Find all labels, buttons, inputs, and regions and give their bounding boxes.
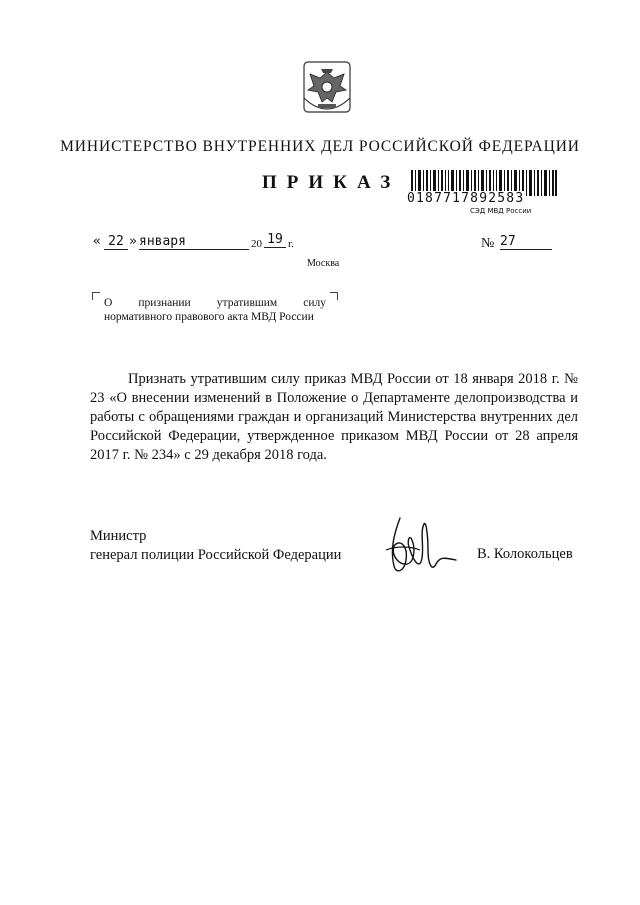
date-close-quote: » — [129, 234, 137, 249]
order-year-unit: г. — [288, 238, 295, 250]
document-type-title: ПРИКАЗ — [262, 172, 401, 193]
ministry-name: МИНИСТЕРСТВО ВНУТРЕННИХ ДЕЛ РОССИЙСКОЙ ФЕДЕРАЦИИ — [60, 138, 580, 155]
subject-line-2: нормативного правового акта МВД России — [104, 311, 314, 323]
order-day: 22 — [104, 234, 128, 250]
signer-name: В. Колокольцев — [477, 546, 573, 562]
order-number-sign: № — [481, 236, 495, 251]
subject-word: утратившим — [216, 297, 278, 309]
signer-rank: генерал полиции Российской Федерации — [90, 547, 342, 563]
signer-position: Министр — [90, 528, 147, 544]
order-month: января — [139, 234, 249, 250]
barcode-system-label: СЭД МВД России — [470, 207, 532, 215]
city: Москва — [307, 258, 340, 269]
barcode-number: 0187717892583 — [407, 191, 525, 206]
subject-word: О — [104, 297, 113, 309]
signer-title — [90, 527, 341, 565]
coat-of-arms-icon — [296, 58, 358, 120]
handwritten-signature — [376, 510, 460, 580]
date-open-quote: « — [93, 234, 101, 249]
subject-word: признании — [138, 297, 191, 309]
body-paragraph: Признать утратившим силу приказ МВД России от 18 января 2018 г. № 23 «О внесении изменений в Положение о Департаменте делопроизводства и работы с обращениями граждан и организаций Министерства внутренних дел Российской Федерации, утвержденное приказом МВД России от 28 апреля 2017 г. № 234» с 29 декабря 2018 года. — [90, 371, 578, 463]
order-year-prefix: 20 — [251, 238, 262, 250]
subject-word: силу — [303, 297, 326, 309]
subject-line-1 — [104, 296, 326, 310]
subject-corner-left — [92, 292, 100, 300]
order-year: 19 — [264, 232, 286, 248]
order-body — [90, 370, 578, 465]
subject-block — [104, 296, 326, 324]
order-number: 27 — [500, 234, 552, 250]
subject-corner-right — [330, 292, 338, 300]
